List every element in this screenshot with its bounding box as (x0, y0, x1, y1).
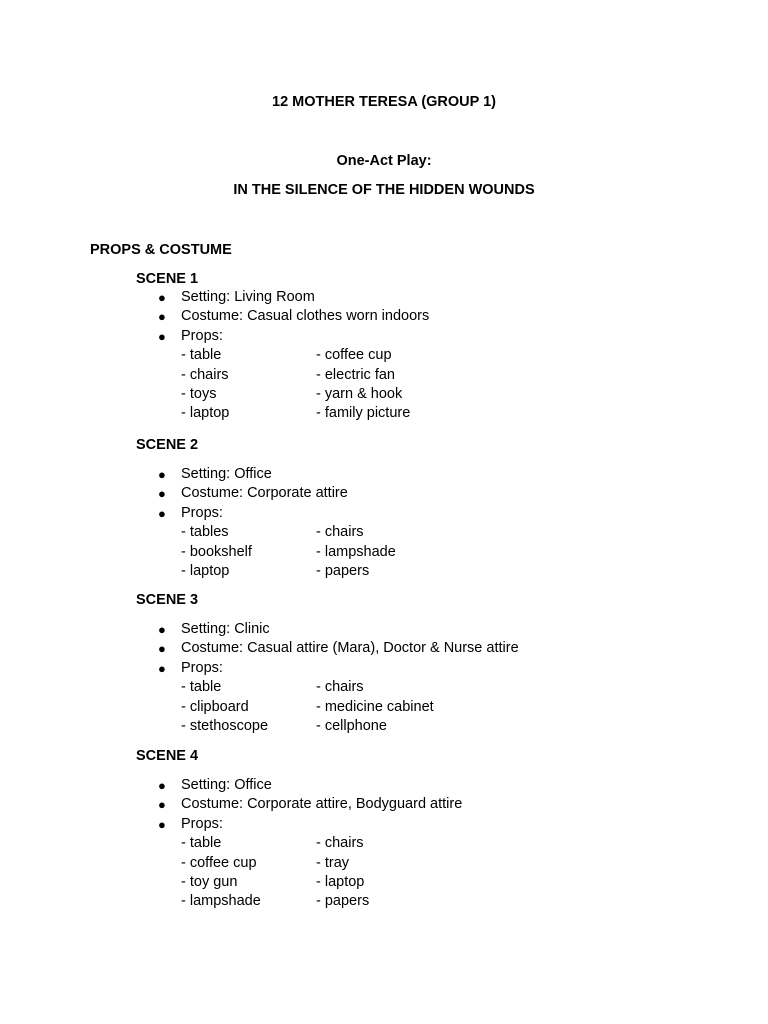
setting-item (136, 288, 696, 307)
bullet-icon: ● (158, 797, 166, 813)
scene-1 (136, 270, 696, 424)
prop-left: - chairs (181, 366, 229, 383)
prop-row (181, 892, 696, 911)
prop-row (181, 717, 696, 736)
prop-right: - chairs (316, 679, 364, 696)
prop-left: - table (181, 679, 222, 696)
prop-row (181, 562, 696, 581)
prop-row (181, 678, 696, 697)
props-item (136, 659, 696, 678)
setting-text: Setting: Office (181, 777, 272, 793)
bullet-icon: ● (158, 467, 166, 482)
group-title: 12 MOTHER TERESA (GROUP 1) (272, 94, 496, 110)
costume-text: Costume: Corporate attire, Bodyguard attire (181, 796, 463, 813)
prop-right: - cellphone (316, 717, 387, 734)
prop-row (181, 523, 696, 542)
bullet-icon: ● (158, 328, 166, 344)
scene-title: SCENE 1 (136, 271, 199, 287)
bullet-icon: ● (158, 816, 166, 832)
bullet-icon: ● (158, 290, 166, 305)
setting-item (136, 465, 696, 484)
prop-row (181, 873, 696, 892)
prop-left: - laptop (181, 405, 230, 422)
setting-text: Setting: Living Room (181, 289, 315, 305)
play-type: One-Act Play: (336, 153, 432, 169)
prop-right: - family picture (316, 405, 411, 422)
bullet-icon: ● (158, 486, 166, 502)
scene-3 (136, 591, 696, 736)
bullet-icon: ● (158, 660, 166, 676)
prop-right: - tray (316, 854, 350, 871)
costume-text: Costume: Corporate attire (181, 485, 348, 502)
prop-row (181, 385, 696, 404)
setting-item (136, 776, 696, 795)
bullet-icon: ● (158, 309, 166, 325)
scene-title: SCENE 2 (136, 437, 199, 453)
props-label: Props: (181, 504, 223, 521)
prop-right: - chairs (316, 835, 364, 852)
prop-left: - stethoscope (181, 717, 269, 734)
bullet-icon: ● (158, 622, 166, 637)
prop-left: - table (181, 347, 222, 364)
props-item (136, 327, 696, 346)
prop-left: - table (181, 835, 222, 852)
prop-right: - medicine cabinet (316, 698, 434, 715)
prop-right: - laptop (316, 873, 365, 890)
bullet-icon: ● (158, 778, 166, 793)
setting-text: Setting: Office (181, 466, 272, 482)
prop-left: - coffee cup (181, 854, 257, 871)
bullet-icon: ● (158, 641, 166, 657)
costume-text: Costume: Casual clothes worn indoors (181, 308, 430, 325)
costume-item (136, 639, 696, 658)
prop-right: - electric fan (316, 366, 395, 383)
props-list (136, 523, 696, 581)
prop-left: - toy gun (181, 873, 238, 890)
prop-right: - papers (316, 893, 370, 910)
prop-left: - tables (181, 524, 229, 541)
scene-title: SCENE 4 (136, 748, 199, 764)
costume-item (136, 307, 696, 326)
setting-text: Setting: Clinic (181, 621, 270, 637)
prop-row (181, 366, 696, 385)
prop-left: - toys (181, 385, 217, 402)
setting-item (136, 620, 696, 639)
scene-2 (136, 436, 696, 581)
prop-row (181, 346, 696, 365)
costume-item (136, 484, 696, 503)
prop-left: - laptop (181, 562, 230, 579)
costume-text: Costume: Casual attire (Mara), Doctor & Nurse attire (181, 640, 519, 657)
prop-row (181, 698, 696, 717)
prop-right: - coffee cup (316, 347, 392, 364)
props-list (136, 834, 696, 912)
prop-left: - bookshelf (181, 543, 252, 560)
prop-row (181, 834, 696, 853)
props-list (136, 678, 696, 736)
prop-row (181, 854, 696, 873)
props-label: Props: (181, 815, 223, 832)
prop-right: - yarn & hook (316, 385, 403, 402)
prop-row (181, 543, 696, 562)
prop-right: - chairs (316, 524, 364, 541)
props-item (136, 815, 696, 834)
scene-title: SCENE 3 (136, 592, 199, 608)
scene-4 (136, 747, 696, 912)
props-label: Props: (181, 659, 223, 676)
prop-right: - lampshade (316, 543, 396, 560)
props-label: Props: (181, 327, 223, 344)
play-title: IN THE SILENCE OF THE HIDDEN WOUNDS (233, 182, 535, 198)
prop-left: - lampshade (181, 893, 261, 910)
prop-right: - papers (316, 562, 370, 579)
props-list (136, 346, 696, 424)
section-title: PROPS & COSTUME (90, 242, 232, 258)
prop-left: - clipboard (181, 698, 249, 715)
bullet-icon: ● (158, 505, 166, 521)
prop-row (181, 404, 696, 423)
costume-item (136, 795, 696, 814)
props-item (136, 504, 696, 523)
